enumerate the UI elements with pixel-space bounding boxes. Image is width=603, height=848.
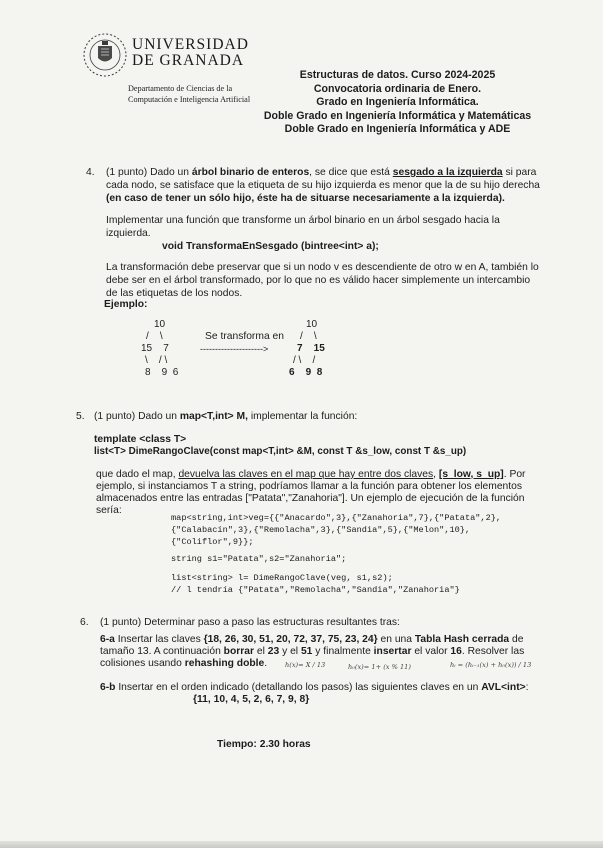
q4-statement-line1: (1 punto) Dado un árbol binario de enteros, se dice que está sesgado a la izquierda si para	[106, 167, 537, 178]
tree-after-level1: 7 15	[297, 343, 325, 354]
q5-description-line2: ejemplo, si instanciamos T a string, podríamos llamar a la función para obtener los elementos	[96, 481, 523, 492]
transform-arrow: --------------------->	[200, 344, 269, 354]
exam-header	[255, 69, 540, 137]
handwritten-hash-function: h(x)= X / 13	[285, 661, 326, 669]
department-line2: Computación e Inteligencia Artificial	[128, 95, 251, 104]
q5-description-line3: almacenados entre las entradas ["Patata","Zanahoria"]. Un ejemplo de ejecución de la función	[96, 493, 525, 504]
code-line-comment: // l tendría {"Patata","Remolacha","Sandia","Zanahoria"}	[171, 585, 460, 595]
q6-number: 6.	[80, 617, 89, 628]
code-line-strings: string s1="Patata",s2="Zanahoria";	[171, 554, 347, 564]
tree-before-edges2: \ / \	[145, 355, 168, 366]
q4-transform-line1: La transformación debe preservar que si un nodo v es descendiente de otro w en A, también lo	[106, 262, 539, 273]
call-title: Convocatoria ordinaria de Enero.	[313, 82, 482, 95]
tree-after-edges1: / \	[300, 331, 317, 342]
code-line-map-decl: map<string,int>veg={{"Anacardo",3},{"Zanahoria",7},{"Patata",2},	[171, 513, 502, 523]
q4-statement-line3: (en caso de tener un sólo hijo, éste ha de situarse necesariamente a la izquierda).	[106, 193, 505, 204]
q6b-line1: 6-b Insertar en el orden indicado (detallando los pasos) las siguientes claves en un AVL<int>:	[100, 682, 529, 693]
q4-transform-line3: de las etiquetas de los nodos.	[106, 288, 243, 299]
q4-example-label: Ejemplo:	[104, 299, 148, 310]
q5-description-line1: que dado el map, devuelva las claves en el map que hay entre dos claves, [s_low, s_up]. Por	[96, 469, 526, 480]
q4-implement-line1: Implementar una función que transforme un árbol binario en un árbol sesgado hacia la	[106, 215, 500, 226]
university-name-line1: UNIVERSIDAD	[132, 36, 249, 53]
q6a-line2: tamaño 13. A continuación borrar el 23 y el 51 y finalmente insertar el valor 16. Resolver las	[100, 646, 525, 657]
q4-function-signature: void TransformaEnSesgado (bintree<int> a);	[162, 241, 379, 252]
course-title: Estructuras de datos. Curso 2024-2025	[299, 69, 496, 81]
transform-label: Se transforma en	[205, 331, 284, 342]
tree-after-root: 10	[306, 319, 318, 330]
tree-after-edges2: / \ /	[293, 355, 316, 366]
q6a-line3: colisiones usando rehashing doble.	[100, 658, 268, 669]
university-seal-logo	[82, 32, 128, 83]
q5-function-signature: list<T> DimeRangoClave(const map<T,int> &M, const T &s_low, const T &s_up)	[94, 446, 467, 457]
tree-before-level2: 8 9 6	[145, 367, 179, 378]
q4-statement-line2: cada nodo, se satisface que la etiqueta de su hijo izquierda es menor que la de su hijo derecha	[106, 180, 540, 191]
q4-number: 4.	[86, 167, 95, 178]
code-line-map-cont1: {"Calabacín",3},{"Remolacha",3},{"Sandia",5},{"Melon",10},	[171, 525, 471, 535]
degree-line3: Doble Grado en Ingeniería Informática y ADE	[284, 123, 511, 136]
department-line1: Departamento de Ciencias de la	[128, 84, 233, 93]
degree-line2: Doble Grado en Ingeniería Informática y Matemáticas	[263, 109, 532, 122]
q5-description-line4: sería:	[96, 505, 122, 516]
q4-implement-line2: izquierda.	[106, 228, 151, 239]
handwritten-h0-function: h₀(x)= 1+ (x % 11)	[348, 663, 411, 671]
degree-line1: Grado en Ingeniería Informática.	[316, 96, 479, 109]
scan-bottom-edge	[0, 841, 603, 848]
q6b-keys: {11, 10, 4, 5, 2, 6, 7, 9, 8}	[193, 694, 310, 705]
q5-template-line: template <class T>	[94, 434, 187, 445]
tree-before-root: 10	[154, 319, 166, 330]
handwritten-hi-function: hᵢ = (hᵢ₋₁(x) + h₀(x)) / 13	[450, 661, 532, 669]
tree-before-edges1: / \	[146, 331, 163, 342]
q6a-line1: 6-a Insertar las claves {18, 26, 30, 51, 20, 72, 37, 75, 23, 24} en una Tabla Hash cerrada de	[100, 634, 524, 645]
q5-number: 5.	[76, 411, 85, 422]
code-line-call: list<string> l= DimeRangoClave(veg, s1,s2);	[171, 573, 393, 583]
university-name-line2: DE GRANADA	[132, 52, 245, 69]
code-line-map-cont2: {"Coliflor",9}};	[171, 537, 254, 547]
q5-statement: (1 punto) Dado un map<T,int> M, implementar la función:	[94, 411, 358, 422]
q6-title: (1 punto) Determinar paso a paso las estructuras resultantes tras:	[100, 617, 400, 628]
q4-transform-line2: debe ser en el árbol transformado, por lo que no es válido hacer simplemente un intercambio	[106, 275, 531, 286]
tree-after-level2: 6 9 8	[289, 367, 323, 378]
tree-before-level1: 15 7	[141, 343, 169, 354]
exam-time: Tiempo: 2.30 horas	[217, 739, 311, 750]
